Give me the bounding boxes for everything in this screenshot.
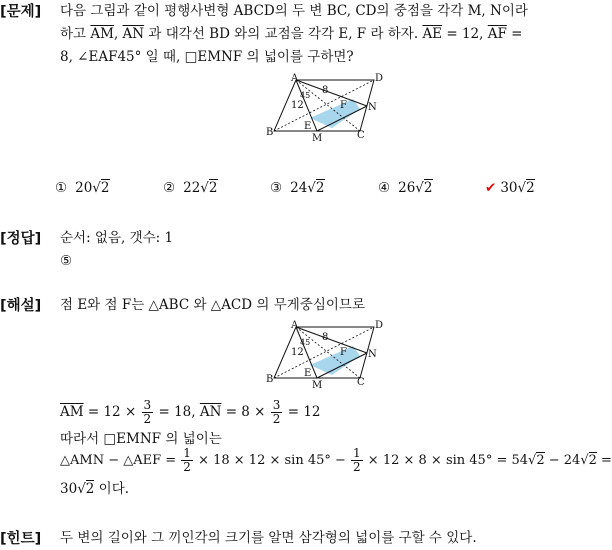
choice-1[interactable]: ① 20√2 [55, 180, 110, 196]
label-m: M [312, 133, 323, 144]
label-b: B [266, 127, 274, 138]
question-line-3: 8, ∠EAF45° 일 때, □EMNF 의 넓이를 구하면? [60, 49, 354, 65]
answer-section [0, 227, 592, 277]
check-icon: ✔ [485, 180, 497, 196]
hint-section [0, 527, 592, 549]
explanation-eq-2: △AMN − △AEF = $\frac{1}{2}$ × 18 × 12 × sin 45° − $\frac{1}{2}$ × 12 × 8 × sin 45° = 54√2 − 24√2 = [60, 446, 612, 474]
svg-text:B: B [266, 374, 274, 385]
svg-text:F: F [340, 347, 347, 358]
choice-4[interactable]: ④ 26√2 [378, 180, 433, 196]
question-line-2: 하고 $\overline{AM}$, $\overline{AN}$ 과 대각선 BD 와의 교점을 각각 E, F 라 하자. $\overline{AE} = 12$, $\overline{AF}$ = [60, 26, 523, 42]
segment-af: $\overline{AF}$ [487, 26, 507, 42]
hint-text: 두 변의 길이와 그 끼인각의 크기를 알면 삼각형의 넓이를 구할 수 있다. [60, 530, 477, 546]
explanation-eq-1: $\overline{AM} = 12$ × $\frac{3}{2}$ = 18, $\overline{AN} = 8$ × $\frac{3}{2}$ = 12 [60, 398, 321, 426]
question-tag: [문제] [0, 4, 42, 20]
choice-5-selected[interactable]: ✔ 30√2 [485, 180, 535, 196]
label-c: C [357, 130, 365, 141]
segment-an: $\overline{AN}$ [122, 26, 145, 42]
choice-3[interactable]: ③ 24√2 [270, 180, 325, 196]
label-ae-length: 12 [291, 100, 304, 111]
svg-text:M: M [312, 380, 323, 391]
label-d: D [375, 73, 384, 84]
svg-text:D: D [375, 320, 384, 331]
answer-choices [55, 180, 590, 202]
choice-2[interactable]: ② 22√2 [163, 180, 218, 196]
label-af-length: 8 [322, 85, 329, 96]
svg-text:8: 8 [322, 332, 329, 343]
answer-line-1: 순서: 없음, 갯수: 1 [60, 230, 174, 246]
svg-text:N: N [368, 349, 377, 360]
explanation-section [0, 294, 612, 509]
label-angle: 45 [300, 91, 311, 100]
parallelogram-figure [262, 72, 382, 144]
answer-tag: [정답] [0, 231, 42, 247]
explanation-line-3: 따라서 □EMNF 의 넓이는 [60, 431, 222, 447]
question-line-1: 다음 그림과 같이 평행사변형 ABCD의 두 변 BC, CD의 중점을 각각 M, N이라 [60, 3, 528, 19]
label-e: E [304, 121, 312, 132]
explanation-line-1: 점 E와 점 F는 △ABC 와 △ACD 의 무게중심이므로 [60, 297, 366, 313]
question-section [0, 0, 592, 210]
svg-text:A: A [291, 320, 299, 331]
segment-ae: $\overline{AE}$ [422, 26, 443, 42]
svg-text:E: E [304, 368, 312, 379]
question-text [60, 0, 590, 69]
label-f: F [340, 100, 347, 111]
svg-text:12: 12 [291, 347, 304, 358]
parallelogram-figure-2 [262, 319, 382, 391]
svg-text:C: C [357, 377, 365, 388]
label-n: N [368, 102, 377, 113]
hint-tag: [힌트] [0, 531, 42, 547]
label-a: A [291, 73, 299, 84]
explanation-tag: [해설] [0, 298, 42, 314]
segment-am: $\overline{AM}$ [90, 26, 114, 42]
svg-text:45: 45 [300, 338, 311, 347]
answer-line-2: ⑤ [60, 253, 73, 269]
explanation-eq-3: 30√2 이다. [60, 481, 130, 497]
